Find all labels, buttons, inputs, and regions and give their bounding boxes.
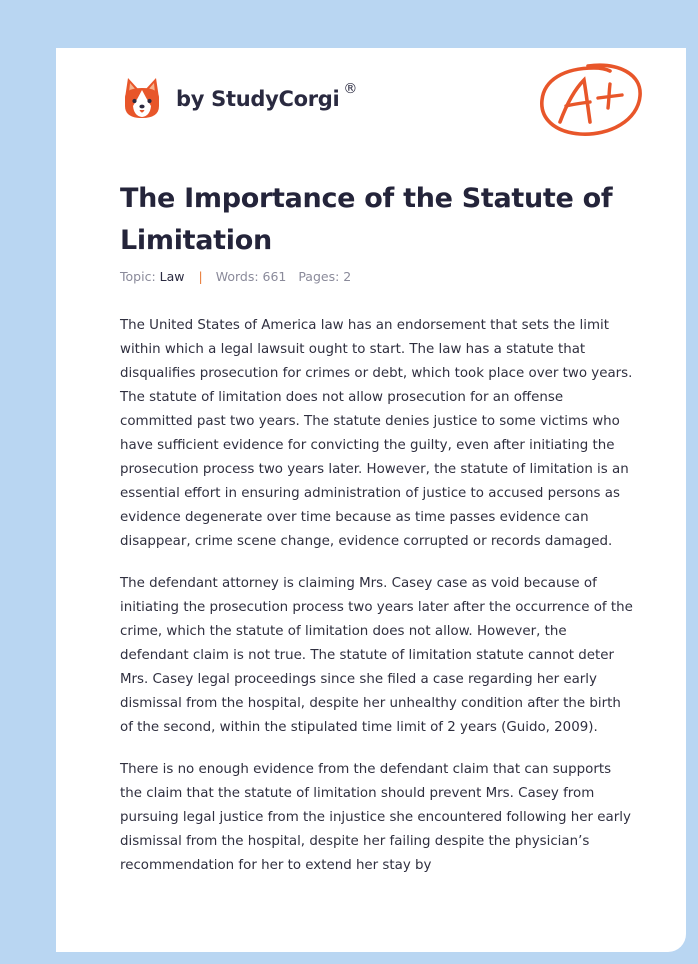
- page-title: The Importance of the Statute of Limitation: [120, 183, 613, 256]
- a-plus-grade-icon: [536, 58, 646, 142]
- paragraph: The United States of America law has an endorsement that sets the limit within which a legal lawsuit ought to start. The law has a statute that disqualifies prosecution for crimes or debt, which took place over two years. The statute of limitation does not allow prosecution for an offense committed past two years. The statute denies justice to some victims who have sufficient evidence for convicting the guilty, even after initiating the prosecution process two years later. However, the statute of limitation is an essential effort in ensuring administration of justice to accused persons as evidence degenerate over time because as time passes evidence can disappear, crime scene change, evidence corrupted or records damaged.: [120, 318, 633, 549]
- words-value: 661: [262, 269, 287, 284]
- brand-name: by StudyCorgi ®: [176, 81, 358, 111]
- pages-label: Pages:: [298, 269, 340, 284]
- document-page: [56, 48, 686, 952]
- pages-value: 2: [343, 269, 352, 284]
- registered-mark: ®: [343, 81, 358, 97]
- topic-label: Topic:: [120, 269, 156, 284]
- grade-text: A+: [536, 58, 538, 59]
- topic-value[interactable]: Law: [159, 269, 185, 284]
- article-meta: [120, 269, 351, 284]
- words-label: Words:: [215, 269, 259, 284]
- meta-separator: |: [198, 269, 203, 284]
- paragraph: The defendant attorney is claiming Mrs. Casey case as void because of initiating the prosecution process two years later after the occurrence of the crime, which the statute of limitation does not allow. However, the defendant claim is not true. The statute of limitation statute cannot deter Mrs. Casey legal proceedings since she filed a case regarding her early dismissal from the hospital, despite her unhealthy condition after the birth of the second, within the stipulated time limit of 2 years (Guido, 2009).: [120, 576, 633, 735]
- paragraph: There is no enough evidence from the defendant claim that can supports the claim that the statute of limitation should prevent Mrs. Casey from pursuing legal justice from the injustice she encountered following her early dismissal from the hospital, despite her failing despite the physician’s recommendation for her to extend her stay by: [120, 762, 631, 873]
- studycorgi-logo[interactable]: [122, 76, 357, 122]
- corgi-logo-icon: [122, 76, 162, 122]
- article-body: [120, 314, 636, 896]
